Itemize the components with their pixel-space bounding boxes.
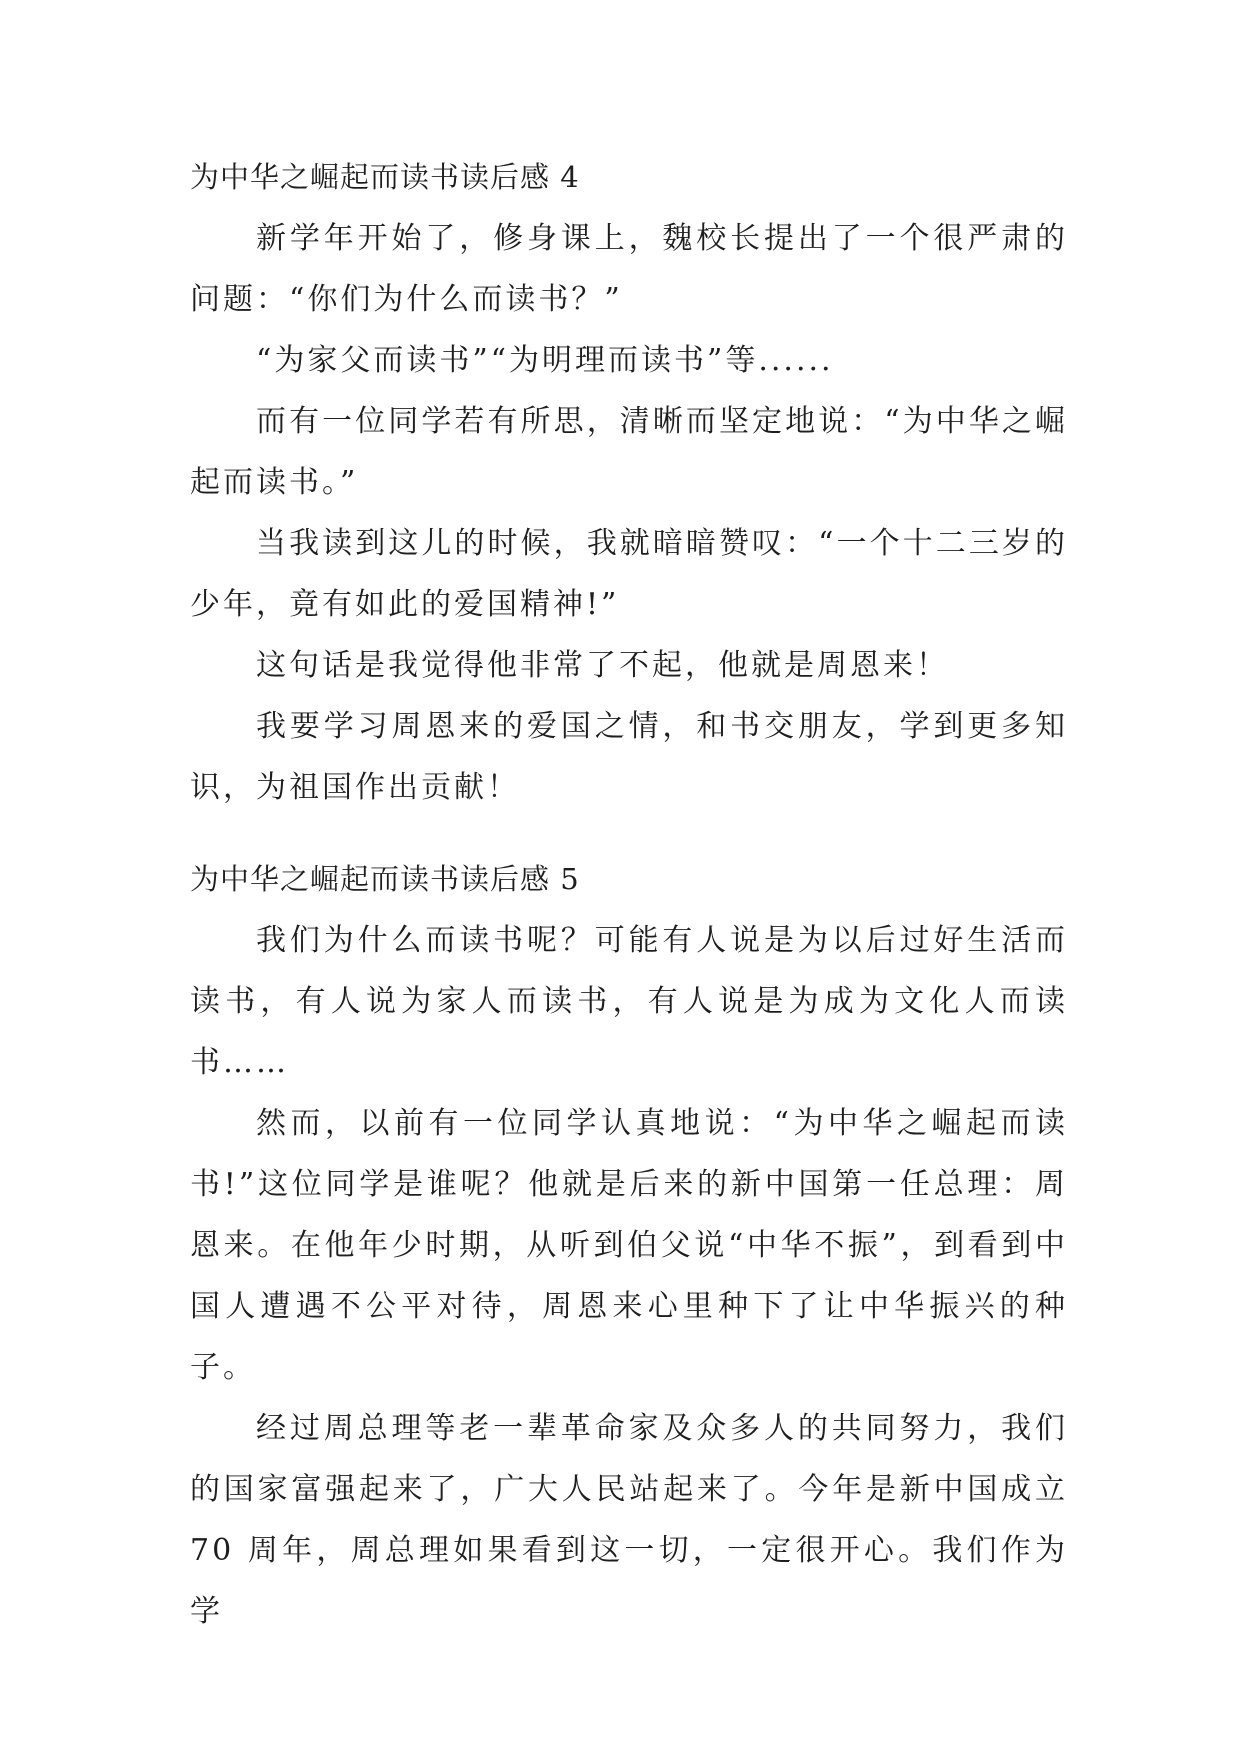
essay-section-4 [190,160,1068,818]
paragraph: 我们为什么而读书呢？可能有人说是为以后过好生活而读书，有人说为家人而读书，有人说是为成为文化人而读书…… [190,923,1068,1080]
paragraph: 经过周总理等老一辈革命家及众多人的共同努力，我们的国家富强起来了，广大人民站起来了。今年是新中国成立 70 周年，周总理如果看到这一切，一定很开心。我们作为学 [190,1411,1068,1629]
paragraph: 这句话是我觉得他非常了不起，他就是周恩来！ [256,648,949,683]
section-title: 为中华之崛起而读书读后感 4 [190,160,580,194]
paragraph: 新学年开始了，修身课上，魏校长提出了一个很严肃的问题：“你们为什么而读书？” [190,221,1068,317]
paragraph: “为家父而读书”“为明理而读书”等...... [256,343,834,378]
paragraph: 我要学习周恩来的爱国之情，和书交朋友，学到更多知识，为祖国作出贡献！ [190,709,1068,805]
essay-section-5 [190,862,1068,1642]
paragraph: 当我读到这儿的时候，我就暗暗赞叹：“一个十二三岁的少年，竟有如此的爱国精神!” [190,526,1068,622]
paragraph: 而有一位同学若有所思，清晰而坚定地说：“为中华之崛起而读书。” [190,404,1068,500]
section-title: 为中华之崛起而读书读后感 5 [190,862,580,896]
paragraph: 然而，以前有一位同学认真地说：“为中华之崛起而读书!”这位同学是谁呢？他就是后来的新中国第一任总理：周恩来。在他年少时期，从听到伯父说“中华不振”，到看到中国人遭遇不公平对待，周恩来心里种下了让中华振兴的种子。 [190,1106,1068,1385]
